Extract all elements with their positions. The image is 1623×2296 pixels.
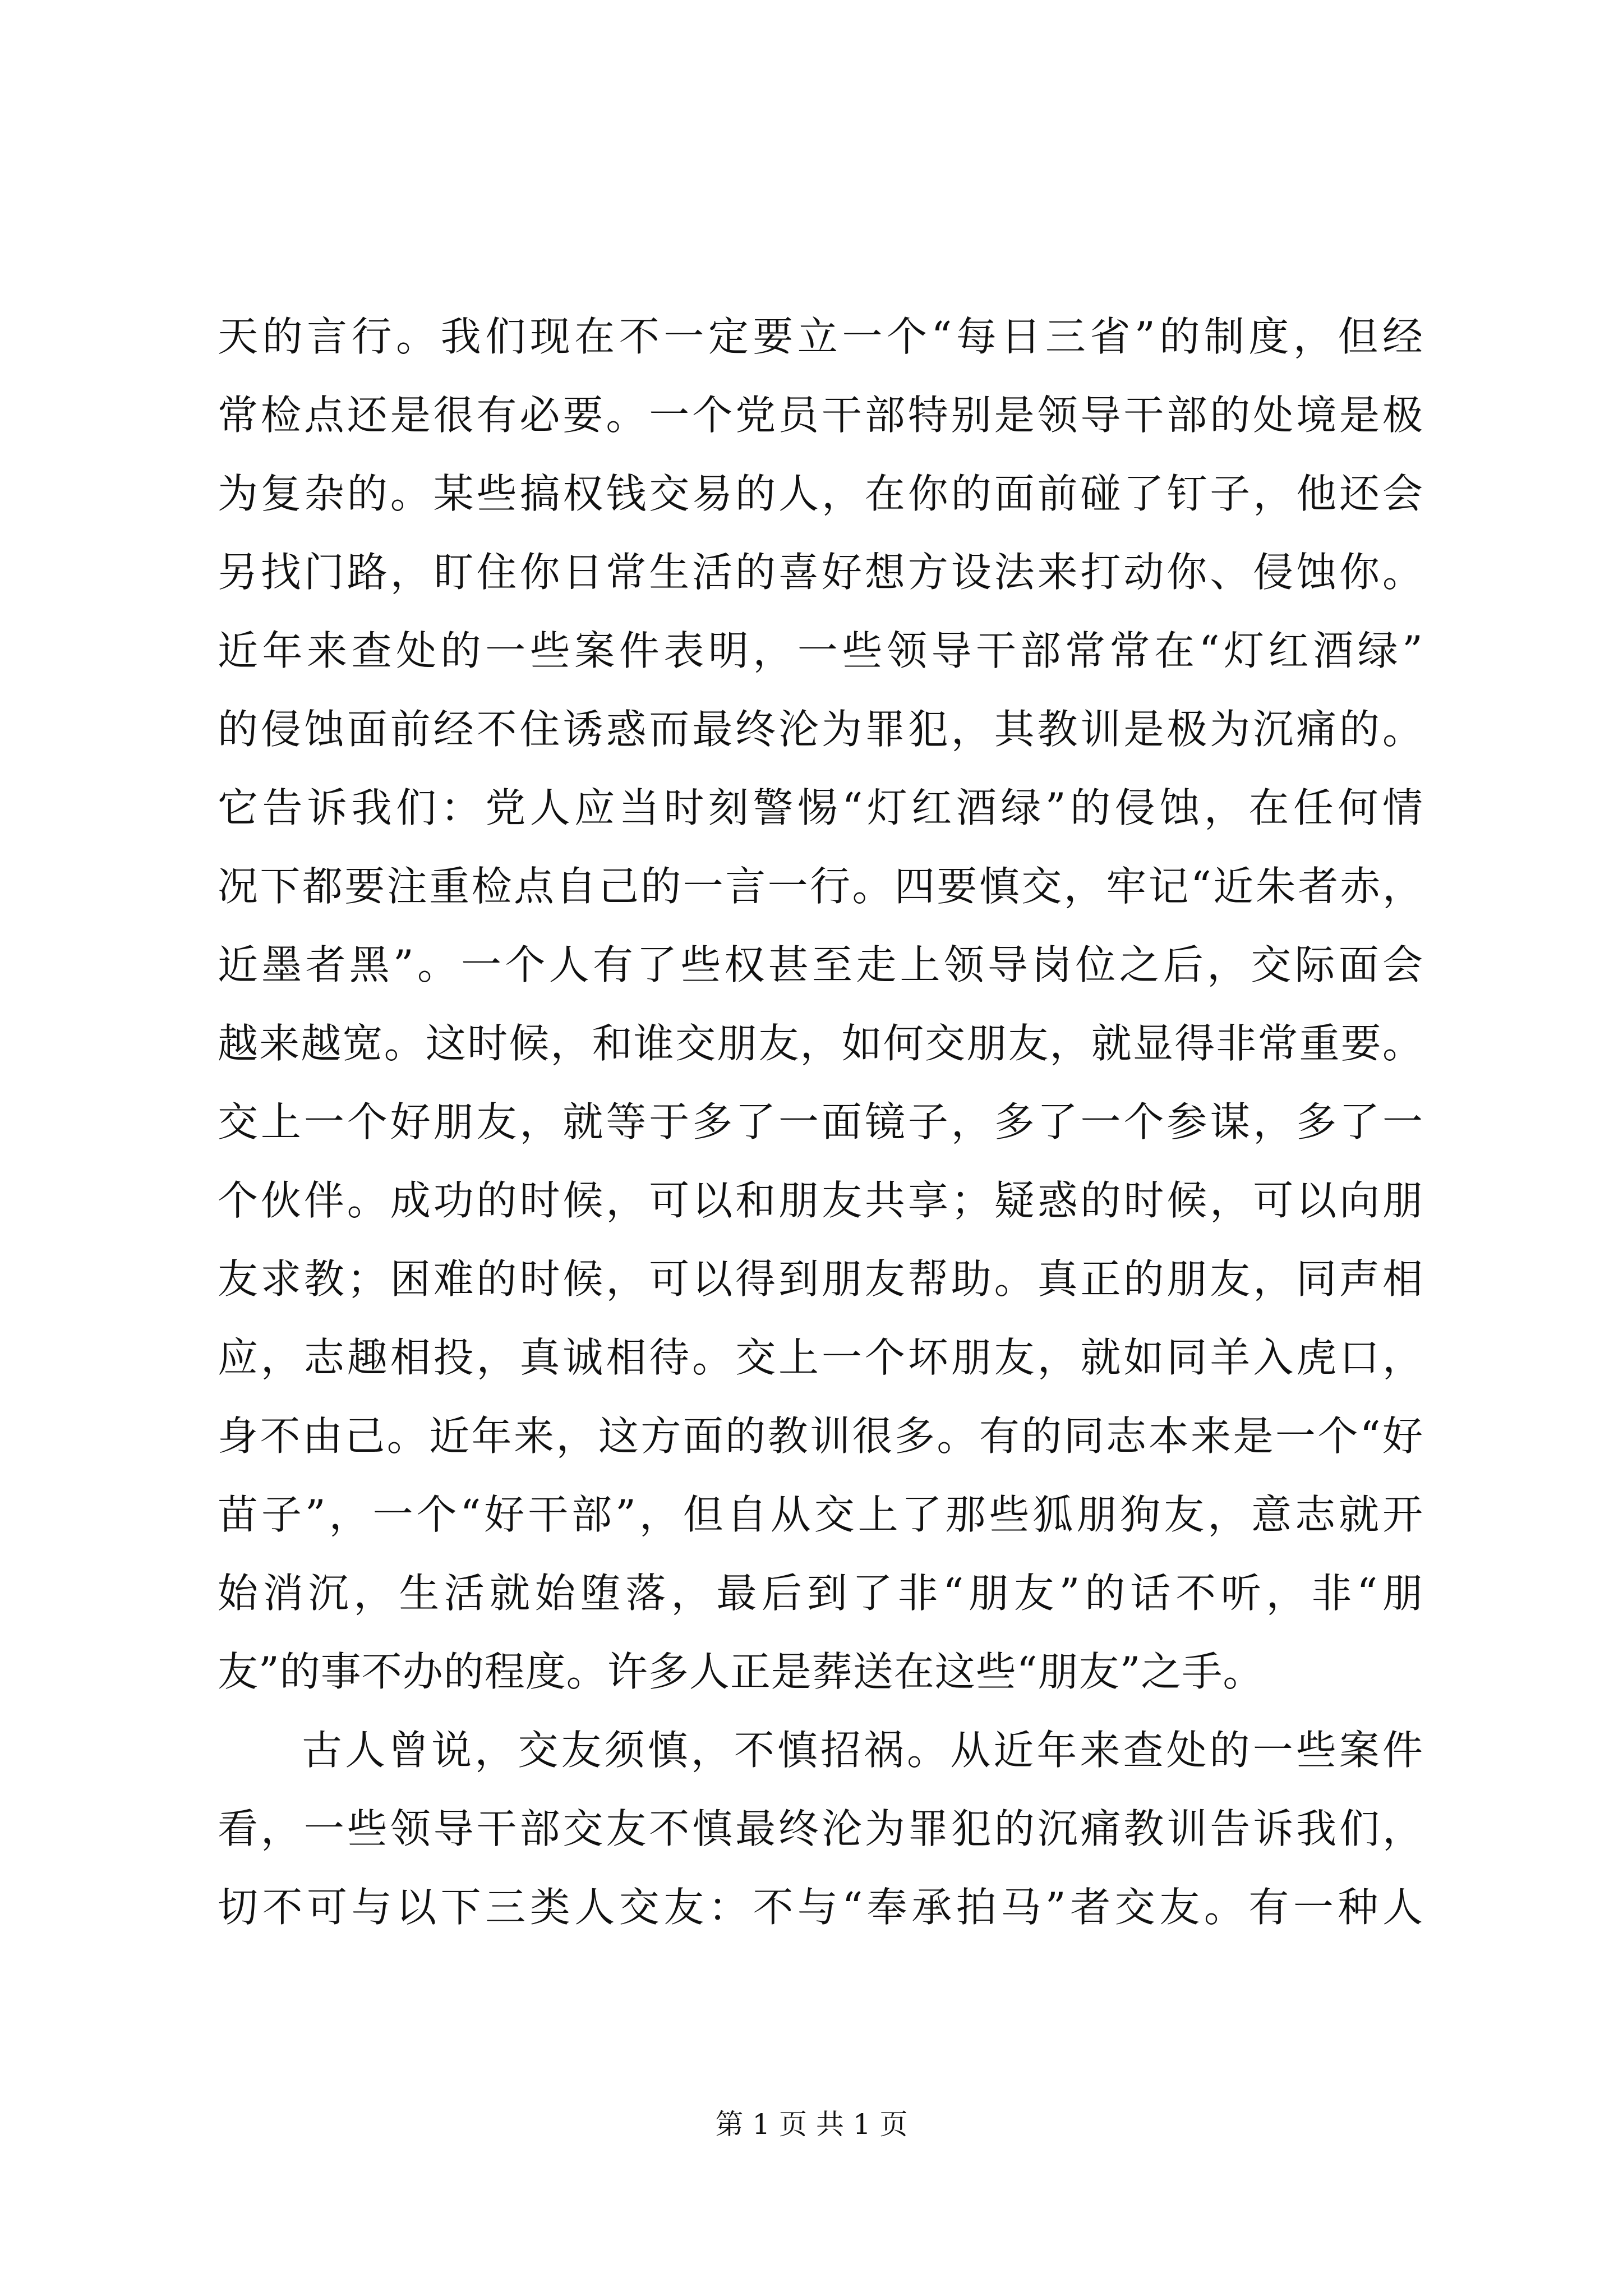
text-line: 它告诉我们：党人应当时刻警惕“灯红酒绿”的侵蚀，在任何情: [218, 784, 1423, 831]
text-line: 应，志趣相投，真诚相待。交上一个坏朋友，就如同羊入虎口，: [218, 1334, 1423, 1381]
text-line: 另找门路，盯住你日常生活的喜好想方设法来打动你、侵蚀你。: [218, 549, 1423, 596]
text-line: 常检点还是很有必要。一个党员干部特别是领导干部的处境是极: [218, 392, 1423, 439]
text-line: 天的言行。我们现在不一定要立一个“每日三省”的制度，但经: [218, 313, 1423, 360]
text-line: 交上一个好朋友，就等于多了一面镜子，多了一个参谋，多了一: [218, 1098, 1423, 1145]
text-line: 看，一些领导干部交友不慎最终沦为罪犯的沉痛教训告诉我们，: [218, 1805, 1423, 1852]
text-line: 始消沉，生活就始堕落，最后到了非“朋友”的话不听，非“朋: [218, 1570, 1423, 1617]
text-line-paragraph-end: 友”的事不办的程度。许多人正是葬送在这些“朋友”之手。: [218, 1648, 1264, 1695]
text-line: 近墨者黑”。一个人有了些权甚至走上领导岗位之后，交际面会: [218, 941, 1423, 988]
text-line: 个伙伴。成功的时候，可以和朋友共享；疑惑的时候，可以向朋: [218, 1177, 1423, 1224]
text-line: 况下都要注重检点自己的一言一行。四要慎交，牢记“近朱者赤，: [218, 863, 1423, 910]
text-line: 友求教；困难的时候，可以得到朋友帮助。真正的朋友，同声相: [218, 1255, 1423, 1303]
text-line-paragraph-start: 古人曾说，交友须慎，不慎招祸。从近年来查处的一些案件: [302, 1727, 1423, 1774]
text-line: 的侵蚀面前经不住诱惑而最终沦为罪犯，其教训是极为沉痛的。: [218, 706, 1423, 753]
text-line: 身不由己。近年来，这方面的教训很多。有的同志本来是一个“好: [218, 1412, 1423, 1460]
text-line: 苗子”，一个“好干部”，但自从交上了那些狐朋狗友，意志就开: [218, 1491, 1423, 1538]
page-footer: [0, 2105, 1623, 2144]
page-number-label: 第 1 页 共 1 页: [715, 2108, 908, 2141]
text-line: 为复杂的。某些搞权钱交易的人，在你的面前碰了钉子，他还会: [218, 470, 1423, 517]
text-line: 越来越宽。这时候，和谁交朋友，如何交朋友，就显得非常重要。: [218, 1020, 1423, 1067]
text-line: 切不可与以下三类人交友：不与“奉承拍马”者交友。有一种人: [218, 1884, 1423, 1931]
text-line: 近年来查处的一些案件表明，一些领导干部常常在“灯红酒绿”: [218, 627, 1423, 674]
body-text: [218, 297, 1423, 1947]
